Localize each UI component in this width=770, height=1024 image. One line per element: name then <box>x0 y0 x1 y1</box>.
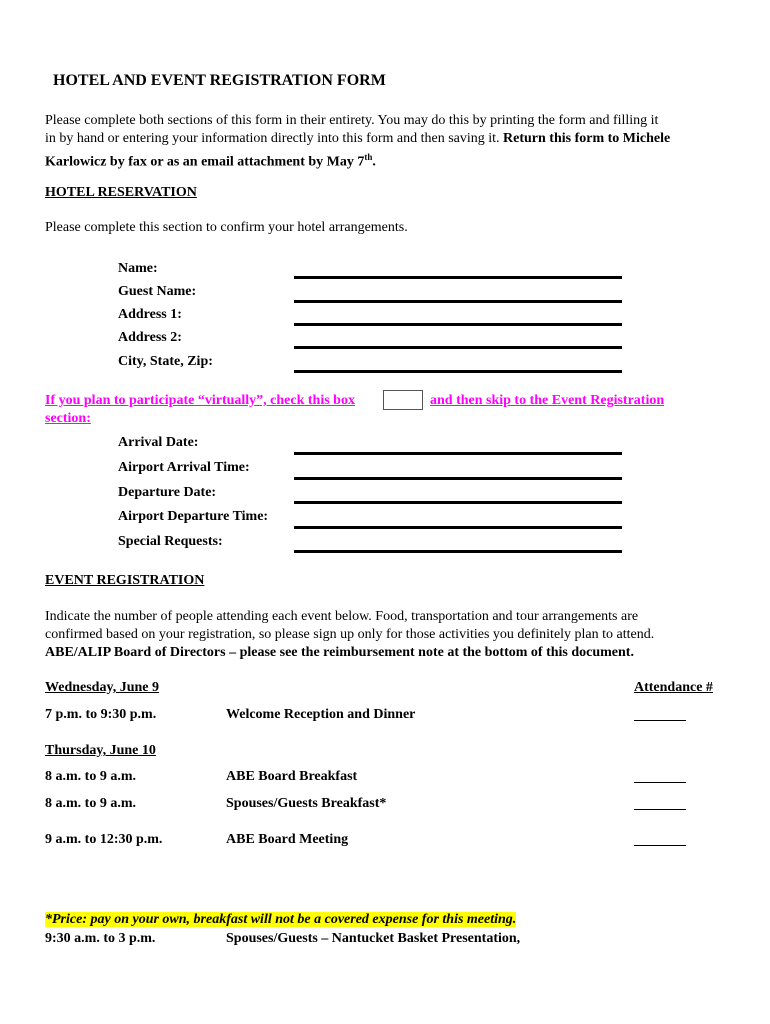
virtual-note-part-2: and then skip to the Event Registration <box>430 393 665 408</box>
airport-arrival-time-field[interactable] <box>294 477 622 480</box>
intro-line-3 <box>45 148 730 172</box>
arrival-date-field[interactable] <box>294 452 622 455</box>
address-2-field[interactable] <box>294 346 622 349</box>
intro-line-2 <box>45 130 730 148</box>
event-heading: EVENT REGISTRATION <box>45 573 205 588</box>
price-note-text: *Price: pay on your own, breakfast will not be a covered expense for this meeting. <box>45 912 517 927</box>
event-time-2: 8 a.m. to 9 a.m. <box>45 769 136 784</box>
intro-line-3-end: . <box>372 154 376 170</box>
price-note <box>45 910 516 929</box>
event-name-3: Spouses/Guests Breakfast* <box>226 796 387 811</box>
event-name-2: ABE Board Breakfast <box>226 769 358 784</box>
intro-line-1: Please complete both sections of this form in their entirety. You may do this by printing the form and filling it <box>45 113 659 128</box>
virtual-note-part-1: If you plan to participate “virtually”, check this box <box>45 393 355 408</box>
guest-name-field[interactable] <box>294 300 622 303</box>
attendance-header: Attendance # <box>634 680 713 695</box>
event-name-1: Welcome Reception and Dinner <box>226 707 416 722</box>
day-heading-wednesday: Wednesday, June 9 <box>45 680 159 695</box>
event-name-4: ABE Board Meeting <box>226 832 349 847</box>
event-time-1: 7 p.m. to 9:30 p.m. <box>45 707 157 722</box>
field-label-address-2: Address 2: <box>118 330 182 345</box>
virtual-checkbox[interactable] <box>383 390 423 410</box>
intro-line-2-plain: in by hand or entering your information directly into this form and then saving it. <box>45 131 504 146</box>
address-1-field[interactable] <box>294 323 622 326</box>
name-field[interactable] <box>294 276 622 279</box>
hotel-instruction: Please complete this section to confirm your hotel arrangements. <box>45 220 408 235</box>
intro-paragraph <box>45 112 730 172</box>
page-title: HOTEL AND EVENT REGISTRATION FORM <box>53 72 386 89</box>
field-label-arrival-date: Arrival Date: <box>118 435 199 450</box>
event-name-5: Spouses/Guests – Nantucket Basket Presentation, <box>226 931 521 946</box>
field-label-airport-arrival-time: Airport Arrival Time: <box>118 460 250 475</box>
field-label-address-1: Address 1: <box>118 307 182 322</box>
hotel-heading: HOTEL RESERVATION <box>45 185 197 200</box>
field-label-airport-departure-time: Airport Departure Time: <box>118 509 269 524</box>
event-time-4: 9 a.m. to 12:30 p.m. <box>45 832 163 847</box>
attendance-field-3[interactable] <box>634 809 686 810</box>
event-instruction-line-3: ABE/ALIP Board of Directors – please see the reimbursement note at the bottom of this document. <box>45 645 634 660</box>
field-label-departure-date: Departure Date: <box>118 485 217 500</box>
field-label-special-requests: Special Requests: <box>118 534 223 549</box>
field-label-city-state-zip: City, State, Zip: <box>118 354 213 369</box>
departure-date-field[interactable] <box>294 501 622 504</box>
field-label-guest-name: Guest Name: <box>118 284 197 299</box>
field-label-name: Name: <box>118 261 158 276</box>
event-instruction-line-2: confirmed based on your registration, so please sign up only for those activities you definitely plan to attend. <box>45 627 655 642</box>
special-requests-field[interactable] <box>294 550 622 553</box>
attendance-field-4[interactable] <box>634 845 686 846</box>
attendance-field-2[interactable] <box>634 782 686 783</box>
intro-line-3-text: Karlowicz by fax or as an email attachment by May 7 <box>45 154 365 170</box>
attendance-field-1[interactable] <box>634 720 686 721</box>
virtual-note-part-3: section: <box>45 411 91 426</box>
event-instruction-line-1: Indicate the number of people attending each event below. Food, transportation and tour arrangements are <box>45 609 639 624</box>
intro-line-2-bold: Return this form to Michele <box>503 131 671 146</box>
event-time-5: 9:30 a.m. to 3 p.m. <box>45 931 156 946</box>
event-time-3: 8 a.m. to 9 a.m. <box>45 796 136 811</box>
day-heading-thursday: Thursday, June 10 <box>45 743 156 758</box>
airport-departure-time-field[interactable] <box>294 526 622 529</box>
event-instructions <box>45 608 730 662</box>
intro-superscript: th <box>364 152 373 162</box>
city-state-zip-field[interactable] <box>294 370 622 373</box>
